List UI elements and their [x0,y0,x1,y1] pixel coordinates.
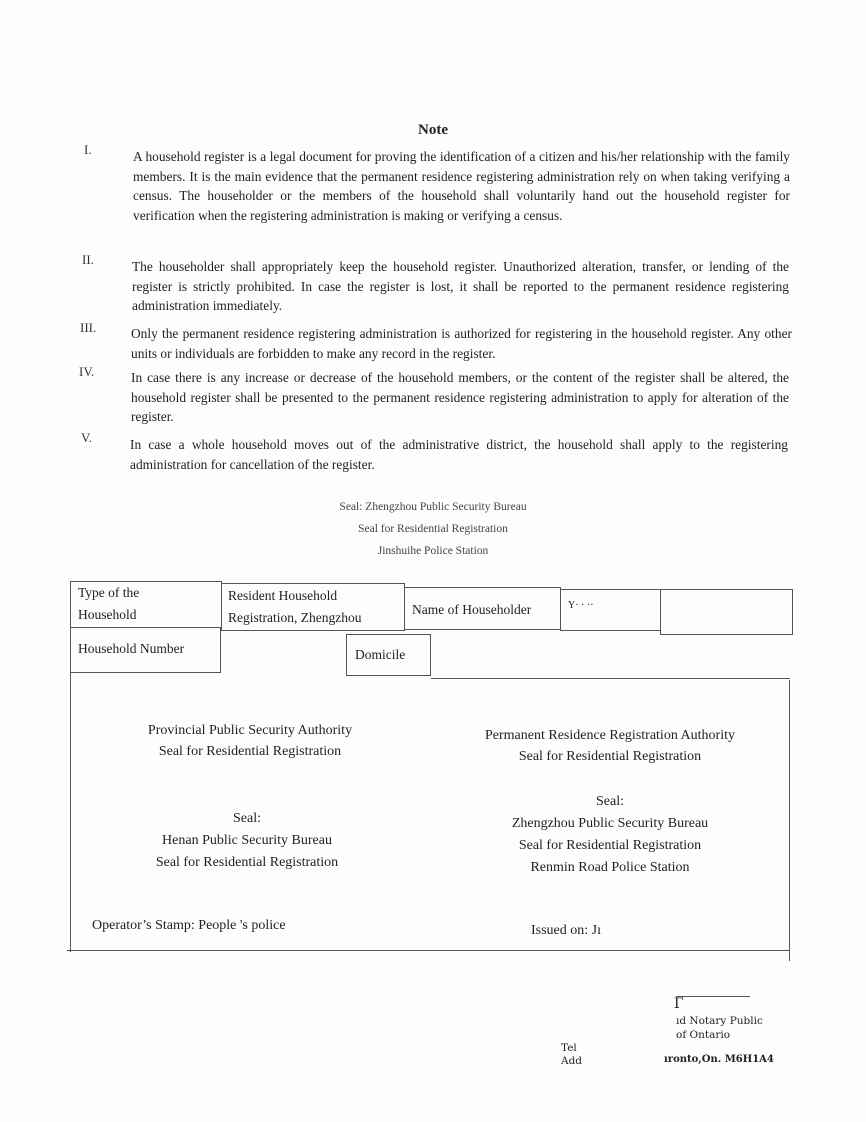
note-item-number: I. [84,142,92,157]
note-item-text: Only the permanent residence registering administration is authorized for registering in the household register. Any other units or individuals are forbidden to make any record in the register. [131,326,792,361]
note-title: Note [418,122,448,138]
seal-line: Jinshuihe Police Station [377,545,489,557]
issued-on: Issued on: Jı [531,923,601,938]
notary-mark: Γ [674,996,684,1012]
notary-add: Add [561,1055,583,1067]
householder-label: Name of Householder [412,602,532,617]
notary-line: ıd Notary Public [676,1015,763,1027]
type-label: Type of the [78,585,140,600]
seal-text: Seal: [596,794,624,809]
seal-text: Provincial Public Security Authority [147,723,353,738]
table-border [431,678,790,679]
seal-text: Seal for Residential Registration [158,744,342,759]
note-item-number: II. [82,252,94,267]
notary-tel: Tel [561,1042,577,1054]
seal-line: Seal: Zhengzhou Public Security Bureau [339,501,527,513]
seal-text: Seal for Residential Registration [518,749,702,764]
number-label: Household Number [78,641,185,656]
notary-line: of Ontario [676,1029,731,1041]
note-item-text: In case there is any increase or decrease of the household members, or the content of the register shall be altered, the household register shall be presented to the permanent residence registering administration to apply for alteration of the register. [131,370,789,425]
table-border [70,672,71,952]
operator-stamp: Operator’s Stamp: People 's police [92,918,286,933]
seal-text: Henan Public Security Bureau [162,833,332,848]
domicile-label: Domicile [355,647,406,662]
seal-text: Renmin Road Police Station [530,860,690,875]
seal-text: Zhengzhou Public Security Bureau [511,816,709,831]
note-item-number: V. [81,430,92,445]
seal-text: Permanent Residence Registration Authority [484,728,735,743]
note-item-text: A household register is a legal document for proving the identification of a citizen and his/her relationship with the family members. It is the main evidence that the permanent residence registering administration rely on when taking verifying a census. The householder or the members of the household shall voluntarily hand out the household register for verification when the registering administration is making or verifying a census. [133,149,790,223]
type-value: Resident Household [228,588,338,603]
householder-value: Y· · ·· [568,600,594,611]
seal-line: Seal for Residential Registration [358,523,508,535]
type-label: Household [78,607,137,622]
type-value: Registration, Zhengzhou [228,610,362,625]
note-item-number: III. [80,320,97,335]
note-item-number: IV. [79,364,95,379]
empty-cell [660,589,793,635]
note-item-text: The householder shall appropriately keep the household register. Unauthorized alteration, transfer, or lending of the register is strictly prohibited. In case the register is lost, it shall be reported to the permanent residence registering administration immediately. [132,259,789,314]
seal-text: Seal for Residential Registration [155,855,339,870]
note-item-text: In case a whole household moves out of the administrative district, the household shall apply to the registering administration for cancellation of the register. [130,437,788,472]
table-border [67,950,790,951]
seal-text: Seal for Residential Registration [518,838,702,853]
seal-text: Seal: [233,811,261,826]
notary-rule [676,996,750,997]
table-border [789,680,790,961]
notary-address: ıronto,On. M6H1A4 [664,1054,774,1065]
